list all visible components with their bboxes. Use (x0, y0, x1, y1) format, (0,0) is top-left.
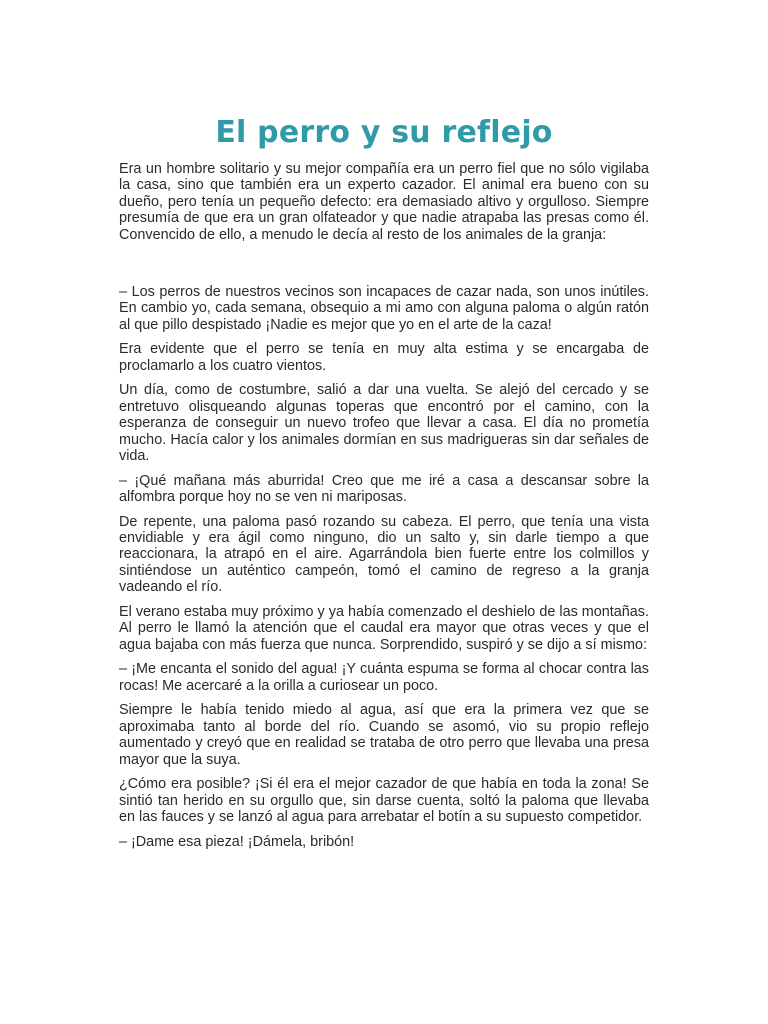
paragraph-1: Era un hombre solitario y su mejor compañía era un perro fiel que no sólo vigilaba la casa, sino que también era un experto cazador. El animal era bueno con su dueño, pero tenía un pequeño defecto: era demasiado altivo y orgulloso. Siempre presumía de que era un gran olfateador y que nadie atrapaba las presas como él. Convencido de ello, a menudo le decía al resto de los animales de la granja: (119, 161, 649, 243)
paragraph-3: Era evidente que el perro se tenía en muy alta estima y se encargaba de proclamarlo a los cuatro vientos. (119, 341, 649, 374)
story-body (119, 161, 649, 858)
paragraph-5: – ¡Qué mañana más aburrida! Creo que me iré a casa a descansar sobre la alfombra porque hoy no se ven ni mariposas. (119, 472, 649, 506)
page-title: El perro y su reflejo (215, 115, 553, 150)
paragraph-9: Siempre le había tenido miedo al agua, así que era la primera vez que se aproximaba tanto al borde del río. Cuando se asomó, vio su propio reflejo aumentado y creyó que en realidad se trataba de otro perro que llevaba una presa mayor que la suya. (119, 702, 649, 768)
paragraph-11: – ¡Dame esa pieza! ¡Dámela, bribón! (119, 833, 355, 850)
paragraph-4: Un día, como de costumbre, salió a dar una vuelta. Se alejó del cercado y se entretuvo olisqueando algunas toperas que encontró por el camino, con la esperanza de conseguir un nuevo trofeo que llevar a casa. El día no prometía mucho. Hacía calor y los animales dormían en sus madrigueras sin dar señales de vida. (119, 382, 649, 465)
paragraph-10: ¿Cómo era posible? ¡Si él era el mejor cazador de que había en toda la zona! Se sintió tan herido en su orgullo que, sin darse cuenta, soltó la paloma que llevaba en las fauces y se lanzó al agua para arrebatar el botín a su supuesto competidor. (119, 776, 649, 825)
paragraph-7: El verano estaba muy próximo y ya había comenzado el deshielo de las montañas. Al perro le llamó la atención que el caudal era mayor que otras veces y que el agua bajaba con más fuerza que nunca. Sorprendido, suspiró y se dijo a sí mismo: (119, 603, 649, 653)
paragraph-2: – Los perros de nuestros vecinos son incapaces de cazar nada, son unos inútiles. En cambio yo, cada semana, obsequio a mi amo con alguna paloma o algún ratón al que pillo despistado ¡Nadie es mejor que yo en el arte de la caza! (119, 284, 649, 333)
paragraph-6: De repente, una paloma pasó rozando su cabeza. El perro, que tenía una vista envidiable y era ágil como ninguno, dio un salto y, sin darle tiempo a que reaccionara, la atrapó en el aire. Agarrándola bien fuerte entre los colmillos y sintiéndose un auténtico campeón, tomó el camino de regreso a la granja vadeando el río. (119, 513, 649, 596)
paragraph-8: – ¡Me encanta el sonido del agua! ¡Y cuánta espuma se forma al chocar contra las rocas! Me acercaré a la orilla a curiosear un poco. (119, 661, 649, 694)
